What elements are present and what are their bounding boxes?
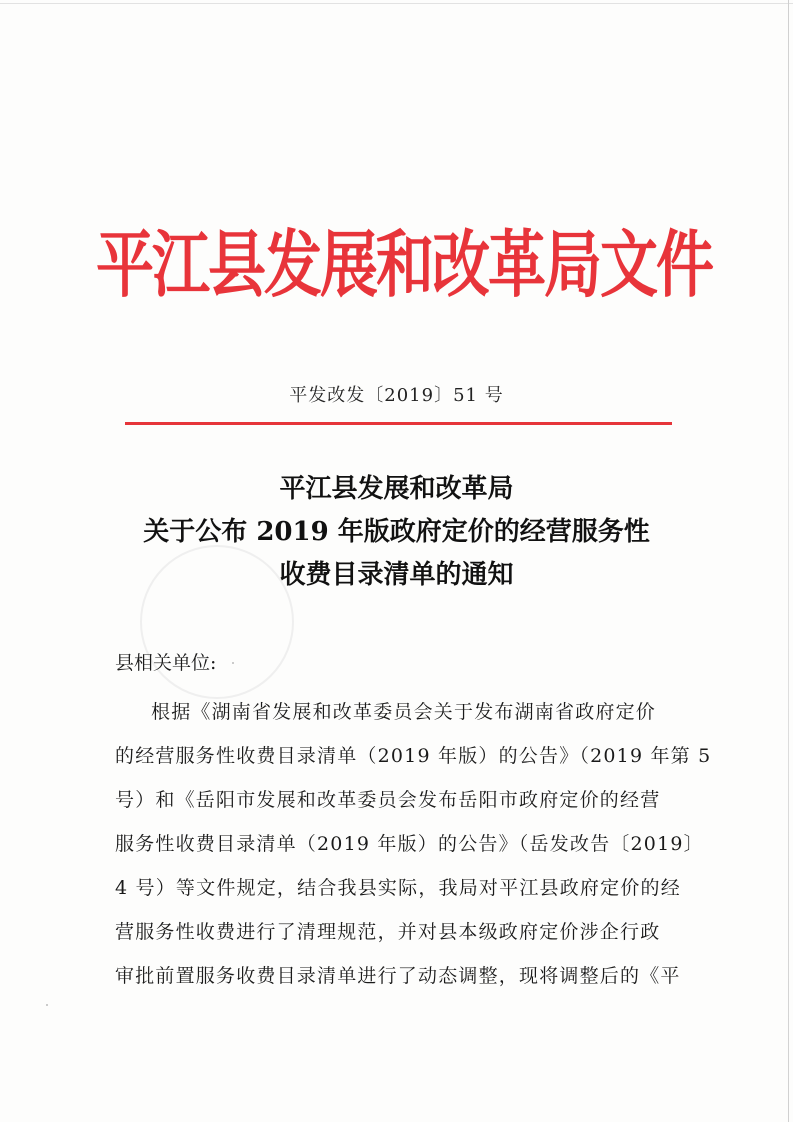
notice-title (0, 468, 793, 597)
body-line: 营服务性收费进行了清理规范，并对县本级政府定价涉企行政 (115, 921, 661, 943)
body-line: 的经营服务性收费目录清单（2019 年版）的公告》（2019 年第 5 (115, 745, 712, 767)
salutation: 县相关单位: (115, 652, 217, 674)
body-line: 4 号）等文件规定，结合我县实际，我局对平江县政府定价的经 (115, 877, 681, 899)
body-line: 根据《湖南省发展和改革委员会关于发布湖南省政府定价 (151, 701, 657, 723)
title-line-1: 平江县发展和改革局 (279, 474, 514, 504)
red-divider-rule (125, 422, 672, 425)
body-paragraph (115, 690, 712, 998)
issuer-masthead: 平江县发展和改革局文件 (96, 222, 713, 308)
scan-speck (46, 1004, 48, 1006)
scan-edge-top (0, 3, 793, 4)
title-line-3: 收费目录清单的通知 (279, 560, 514, 590)
scan-speck (232, 662, 234, 664)
body-line: 服务性收费目录清单（2019 年版）的公告》（岳发改告〔2019〕 (115, 833, 704, 855)
body-line: 号）和《岳阳市发展和改革委员会发布岳阳市政府定价的经营 (115, 789, 661, 811)
body-line: 审批前置服务收费目录清单进行了动态调整，现将调整后的《平 (115, 965, 681, 987)
document-number: 平发改发〔2019〕51 号 (289, 385, 504, 406)
title-line-2: 关于公布 2019 年版政府定价的经营服务性 (143, 517, 650, 547)
